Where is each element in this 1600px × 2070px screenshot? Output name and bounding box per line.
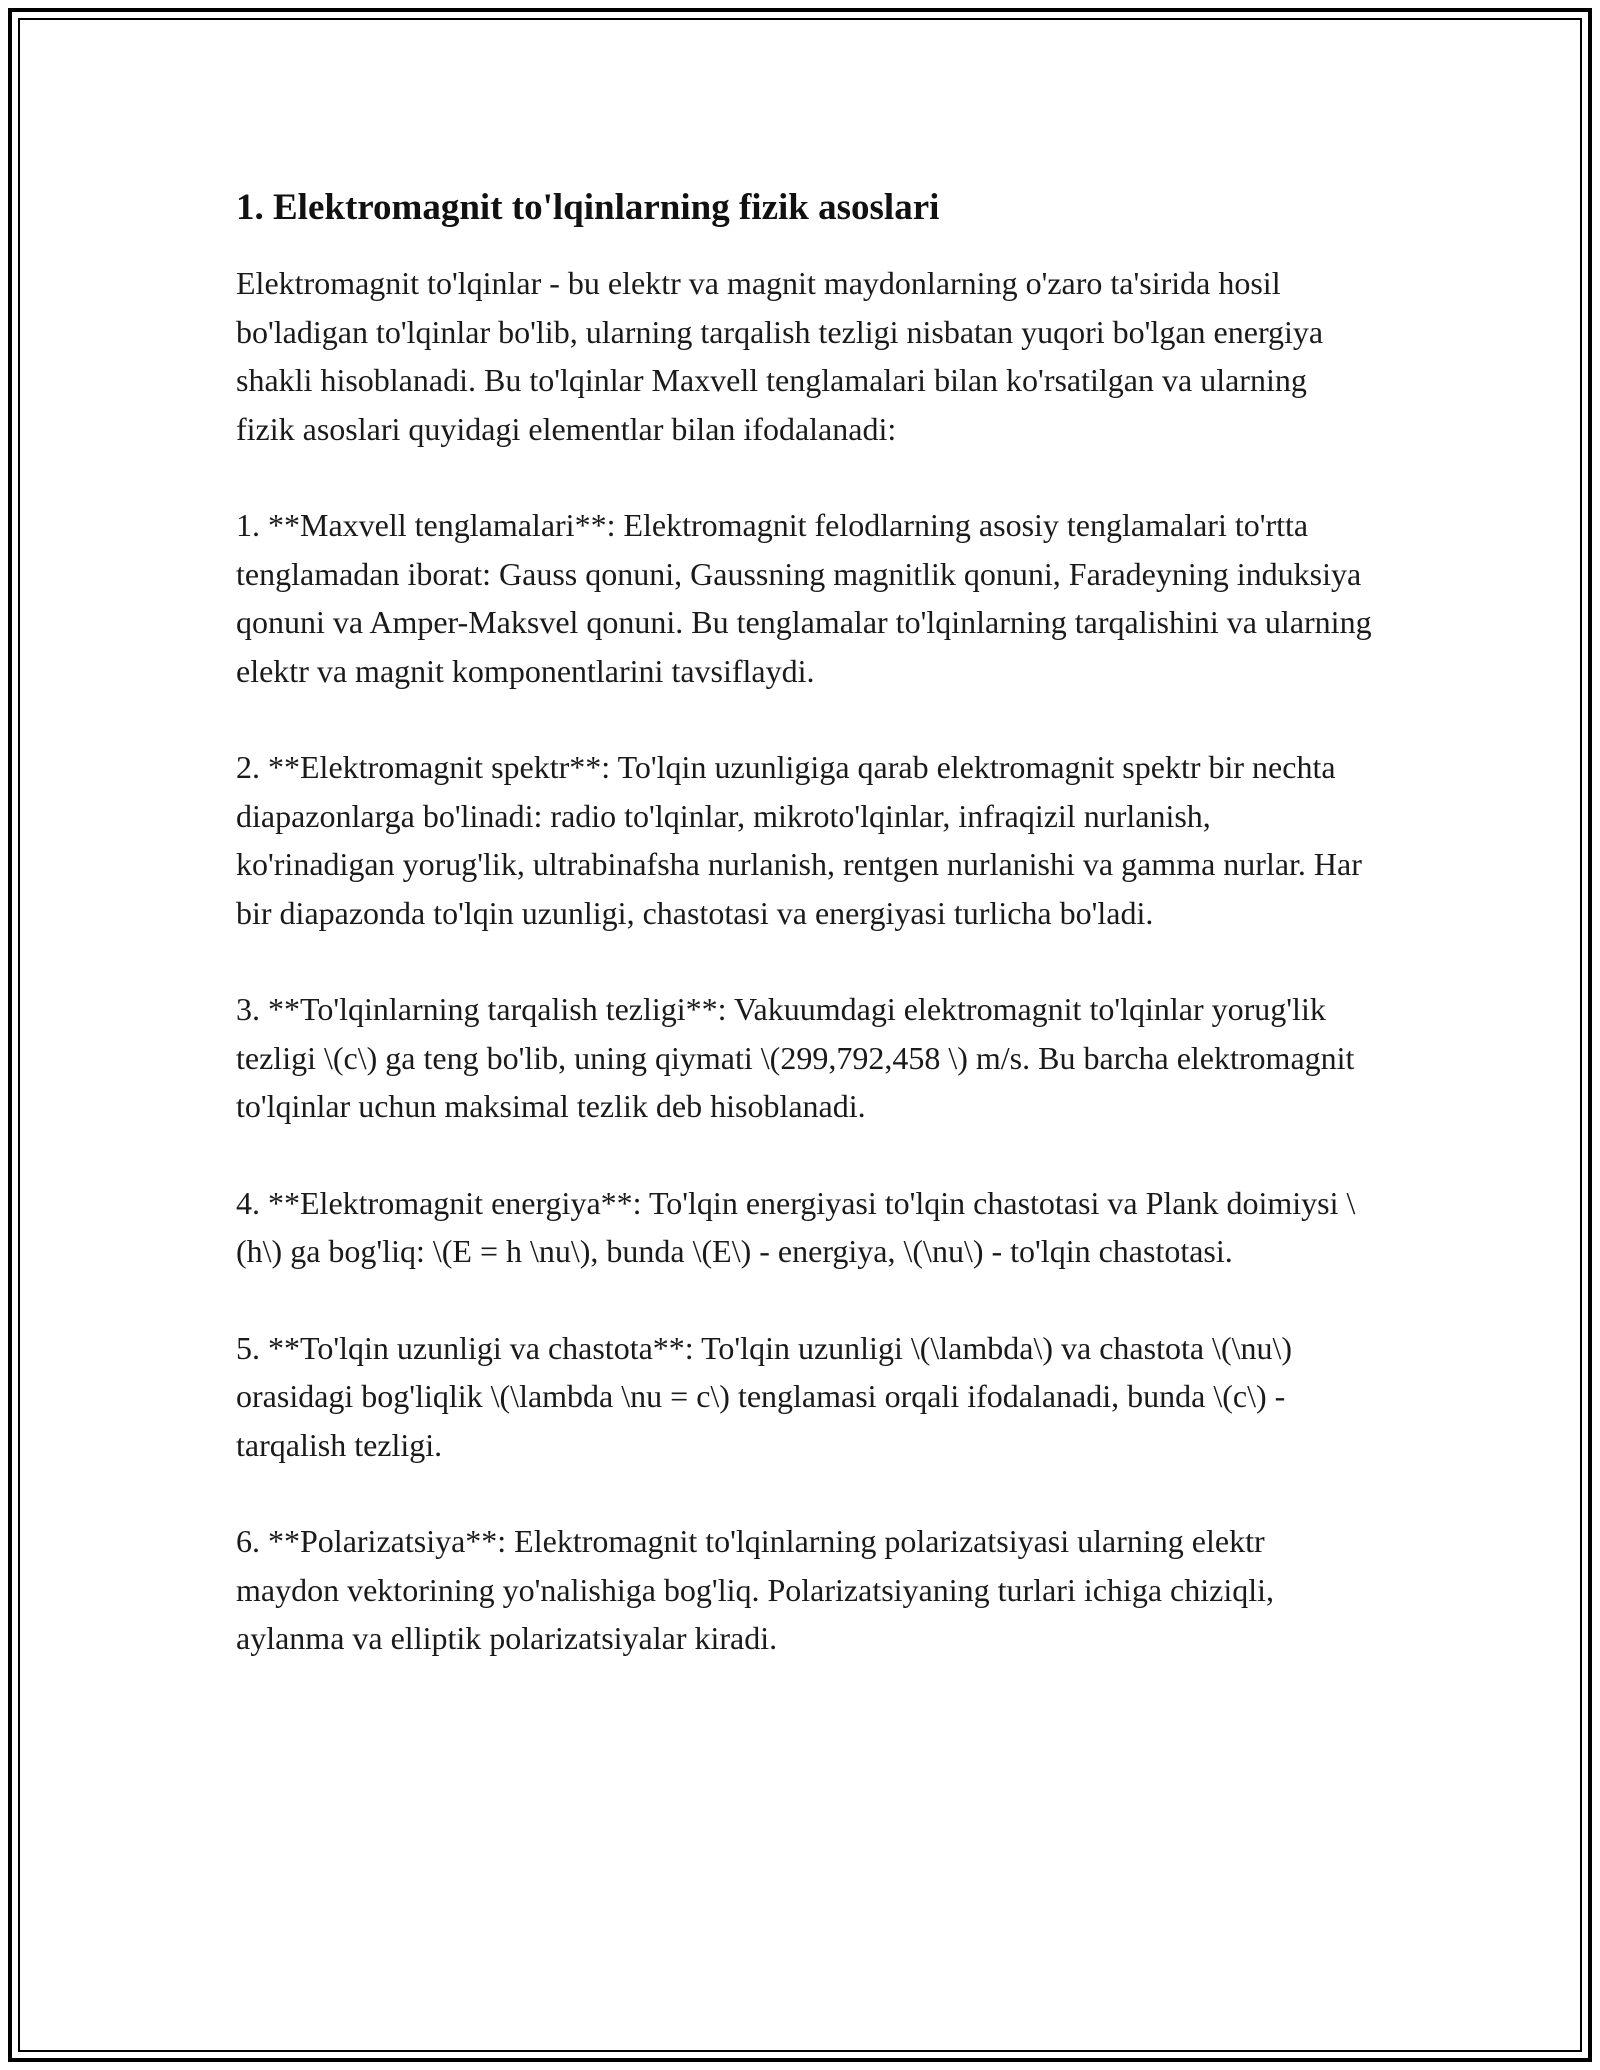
paragraph-wavelength-frequency: 5. **To'lqin uzunligi va chastota**: To'lqin uzunligi \(\lambda\) va chastota \(\nu\) orasidagi bog'liqlik \(\lambda \nu = c\) tenglamasi orqali ifodalanadi, bunda \(c\) - tarqalish tezligi. <box>236 1329 1293 1463</box>
paragraph-polarization: 6. **Polarizatsiya**: Elektromagnit to'lqinlarning polarizatsiyasi ularning elektr maydon vektorining yo'nalishiga bog'liq. Polarizatsiyaning turlari ichiga chiziqli, aylanma va elliptik polarizatsiyalar kiradi. <box>236 1523 1274 1656</box>
intro-paragraph: Elektromagnit to'lqinlar - bu elektr va magnit maydonlarning o'zaro ta'sirida hosil bo'ladigan to'lqinlar bo'lib, ularning tarqalish tezligi nisbatan yuqori bo'lgan energiya shakli hisoblanadi. Bu to'lqinlar Maxvell tenglamalari bilan ko'rsatilgan va ularning fizik asoslari quyidagi elementlar bilan ifodalanadi: <box>236 265 1324 447</box>
paragraph-em-energy: 4. **Elektromagnit energiya**: To'lqin energiyasi to'lqin chastotasi va Plank doimiysi \(h\) ga bog'liq: \(E = h \nu\), bunda \(E\) - energiya, \(\nu\) - to'lqin chastotasi. <box>236 1184 1356 1269</box>
document-body <box>236 185 1372 1711</box>
paragraph-maxwell-equations: 1. **Maxvell tenglamalari**: Elektromagnit felodlarning asosiy tenglamalari to'rtta tenglamadan iborat: Gauss qonuni, Gaussning magnitlik qonuni, Faradeyning induksiya qonuni va Amper-Maksvel qonuni. Bu tenglamalar to'lqinlarning tarqalishini va ularning elektr va magnit komponentlarini tavsiflaydi. <box>236 507 1372 689</box>
paragraph-propagation-speed: 3. **To'lqinlarning tarqalish tezligi**: Vakuumdagi elektromagnit to'lqinlar yorug'lik tezligi \(c\) ga teng bo'lib, uning qiymati \(299,792,458 \) m/s. Bu barcha elektromagnit to'lqinlar uchun maksimal tezlik deb hisoblanadi. <box>236 991 1355 1124</box>
section-heading: 1. Elektromagnit to'lqinlarning fizik asoslari <box>236 187 940 228</box>
paragraph-em-spectrum: 2. **Elektromagnit spektr**: To'lqin uzunligiga qarab elektromagnit spektr bir nechta diapazonlarga bo'linadi: radio to'lqinlar, mikroto'lqinlar, infraqizil nurlanish, ko'rinadigan yorug'lik, ultrabinafsha nurlanish, rentgen nurlanishi va gamma nurlar. Har bir diapazonda to'lqin uzunligi, chastotasi va energiyasi turlicha bo'ladi. <box>236 749 1362 931</box>
